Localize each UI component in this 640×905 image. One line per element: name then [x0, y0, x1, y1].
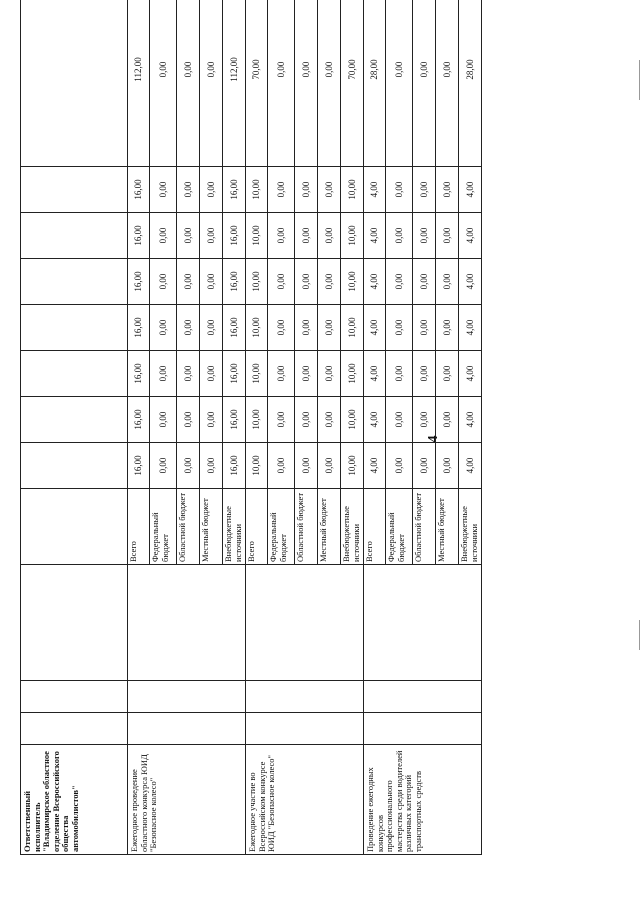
empty-cell — [128, 565, 246, 681]
year-value: 0,00 — [268, 213, 295, 259]
year-value: 0,00 — [177, 259, 200, 305]
year-value: 0,00 — [318, 259, 341, 305]
budget-table — [20, 0, 482, 855]
empty-cell — [246, 681, 364, 713]
year-value: 0,00 — [150, 259, 177, 305]
year-value: 0,00 — [413, 305, 436, 351]
total-value: 0,00 — [150, 0, 177, 167]
year-value: 0,00 — [318, 397, 341, 443]
year-value: 0,00 — [318, 305, 341, 351]
funding-source: Местный бюджет — [318, 489, 341, 565]
year-value: 4,00 — [364, 259, 386, 305]
total-value: 28,00 — [459, 0, 482, 167]
year-value: 16,00 — [128, 443, 150, 489]
responsible-executor-cell: Ответственный исполнитель "Владимирское областное отделение Всероссийского общества автомобилистов" — [21, 745, 128, 855]
total-value: 70,00 — [341, 0, 364, 167]
year-value: 0,00 — [436, 397, 459, 443]
year-value: 16,00 — [223, 443, 246, 489]
year-value: 16,00 — [223, 397, 246, 443]
funding-source: Внебюджетные источники — [459, 489, 482, 565]
year-value: 0,00 — [413, 443, 436, 489]
year-value: 0,00 — [436, 259, 459, 305]
year-value: 16,00 — [128, 259, 150, 305]
year-value: 0,00 — [386, 213, 413, 259]
total-value: 0,00 — [177, 0, 200, 167]
year-value: 10,00 — [341, 305, 364, 351]
year-value: 0,00 — [200, 305, 223, 351]
year-value: 10,00 — [246, 351, 268, 397]
year-value: 0,00 — [268, 259, 295, 305]
page-number: 4 — [426, 435, 441, 443]
year-value: 10,00 — [246, 259, 268, 305]
total-value: 0,00 — [295, 0, 318, 167]
funding-source: Внебюджетные источники — [341, 489, 364, 565]
year-value: 0,00 — [295, 305, 318, 351]
year-value: 0,00 — [436, 213, 459, 259]
year-value: 10,00 — [246, 305, 268, 351]
year-value: 4,00 — [459, 305, 482, 351]
year-value: 0,00 — [177, 213, 200, 259]
measure-title: Ежегодное проведение областного конкурса ЮИД "Безопасное колесо" — [128, 745, 246, 855]
year-value: 0,00 — [413, 213, 436, 259]
year-value: 0,00 — [150, 397, 177, 443]
year-value: 4,00 — [364, 213, 386, 259]
year-value: 0,00 — [268, 397, 295, 443]
year-value: 16,00 — [128, 351, 150, 397]
funding-source: Федеральный бюджет — [150, 489, 177, 565]
funding-source: Всего — [128, 489, 150, 565]
funding-source: Всего — [364, 489, 386, 565]
year-value: 16,00 — [223, 259, 246, 305]
year-value: 16,00 — [223, 351, 246, 397]
year-value: 10,00 — [341, 443, 364, 489]
year-value: 16,00 — [223, 213, 246, 259]
year-value: 0,00 — [268, 305, 295, 351]
year-value: 0,00 — [436, 305, 459, 351]
empty-cell — [364, 681, 482, 713]
year-value: 4,00 — [364, 351, 386, 397]
year-value: 10,00 — [246, 167, 268, 213]
funding-source: Внебюджетные источники — [223, 489, 246, 565]
year-value: 0,00 — [268, 351, 295, 397]
year-value: 0,00 — [318, 213, 341, 259]
year-value: 10,00 — [341, 259, 364, 305]
year-value: 0,00 — [268, 167, 295, 213]
year-value: 0,00 — [200, 213, 223, 259]
funding-source: Областной бюджет — [295, 489, 318, 565]
year-value: 4,00 — [364, 443, 386, 489]
table-row — [128, 0, 150, 855]
year-value: 0,00 — [295, 443, 318, 489]
year-value: 0,00 — [413, 259, 436, 305]
year-value: 0,00 — [150, 443, 177, 489]
year-value: 0,00 — [200, 397, 223, 443]
year-value: 0,00 — [295, 213, 318, 259]
year-value: 4,00 — [459, 213, 482, 259]
year-value: 4,00 — [364, 397, 386, 443]
total-value: 0,00 — [268, 0, 295, 167]
total-value: 0,00 — [318, 0, 341, 167]
year-value: 10,00 — [246, 443, 268, 489]
year-value: 0,00 — [386, 259, 413, 305]
year-value: 10,00 — [341, 213, 364, 259]
measure-title: Ежегодное участие во Всероссийском конкурсе ЮИД "Безопасное колесо" — [246, 745, 364, 855]
empty-cell — [128, 681, 246, 713]
table-row — [364, 0, 386, 855]
year-value: 16,00 — [223, 305, 246, 351]
year-value: 4,00 — [459, 443, 482, 489]
total-value: 0,00 — [200, 0, 223, 167]
year-value: 0,00 — [436, 443, 459, 489]
year-value: 0,00 — [413, 351, 436, 397]
year-value: 0,00 — [413, 397, 436, 443]
year-value: 0,00 — [177, 167, 200, 213]
year-value: 16,00 — [128, 213, 150, 259]
year-value: 16,00 — [128, 167, 150, 213]
year-value: 0,00 — [318, 351, 341, 397]
empty-cell — [246, 713, 364, 745]
year-value: 4,00 — [459, 259, 482, 305]
funding-source: Областной бюджет — [413, 489, 436, 565]
funding-source: Федеральный бюджет — [386, 489, 413, 565]
total-value: 112,00 — [223, 0, 246, 167]
total-value: 112,00 — [128, 0, 150, 167]
year-value: 0,00 — [177, 305, 200, 351]
year-value: 10,00 — [341, 351, 364, 397]
year-value: 16,00 — [223, 167, 246, 213]
year-value: 10,00 — [246, 213, 268, 259]
year-value: 0,00 — [318, 443, 341, 489]
year-value: 0,00 — [177, 351, 200, 397]
year-value: 16,00 — [128, 305, 150, 351]
funding-source: Местный бюджет — [436, 489, 459, 565]
total-value: 70,00 — [246, 0, 268, 167]
empty-cell — [364, 565, 482, 681]
year-value: 0,00 — [177, 397, 200, 443]
year-value: 0,00 — [200, 351, 223, 397]
year-value: 0,00 — [200, 167, 223, 213]
year-value: 0,00 — [268, 443, 295, 489]
year-value: 0,00 — [150, 351, 177, 397]
year-value: 0,00 — [386, 397, 413, 443]
year-value: 0,00 — [436, 167, 459, 213]
year-value: 0,00 — [295, 397, 318, 443]
total-value: 0,00 — [413, 0, 436, 167]
year-value: 16,00 — [128, 397, 150, 443]
year-value: 0,00 — [150, 167, 177, 213]
year-value: 0,00 — [200, 443, 223, 489]
empty-cell — [128, 713, 246, 745]
empty-cell — [246, 565, 364, 681]
year-value: 10,00 — [341, 167, 364, 213]
year-value: 4,00 — [459, 397, 482, 443]
total-value: 28,00 — [364, 0, 386, 167]
funding-source: Всего — [246, 489, 268, 565]
funding-source: Федеральный бюджет — [268, 489, 295, 565]
year-value: 0,00 — [177, 443, 200, 489]
year-value: 0,00 — [386, 351, 413, 397]
year-value: 0,00 — [386, 443, 413, 489]
year-value: 0,00 — [436, 351, 459, 397]
measure-title: Проведение ежегодных конкурсов профессионального мастерства среди водителей различных категорий транспортных средств — [364, 745, 482, 855]
year-value: 4,00 — [459, 167, 482, 213]
year-value: 4,00 — [364, 305, 386, 351]
year-value: 0,00 — [295, 351, 318, 397]
year-value: 0,00 — [386, 167, 413, 213]
funding-source: Местный бюджет — [200, 489, 223, 565]
year-value: 4,00 — [364, 167, 386, 213]
year-value: 0,00 — [318, 167, 341, 213]
table-row — [246, 0, 268, 855]
year-value: 0,00 — [200, 259, 223, 305]
funding-source: Областной бюджет — [177, 489, 200, 565]
header-row — [21, 0, 128, 855]
year-value: 0,00 — [386, 305, 413, 351]
year-value: 10,00 — [246, 397, 268, 443]
year-value: 0,00 — [150, 213, 177, 259]
year-value: 0,00 — [150, 305, 177, 351]
year-value: 4,00 — [459, 351, 482, 397]
empty-cell — [364, 713, 482, 745]
year-value: 0,00 — [295, 259, 318, 305]
year-value: 10,00 — [341, 397, 364, 443]
total-value: 0,00 — [386, 0, 413, 167]
total-value: 0,00 — [436, 0, 459, 167]
year-value: 0,00 — [295, 167, 318, 213]
year-value: 0,00 — [413, 167, 436, 213]
